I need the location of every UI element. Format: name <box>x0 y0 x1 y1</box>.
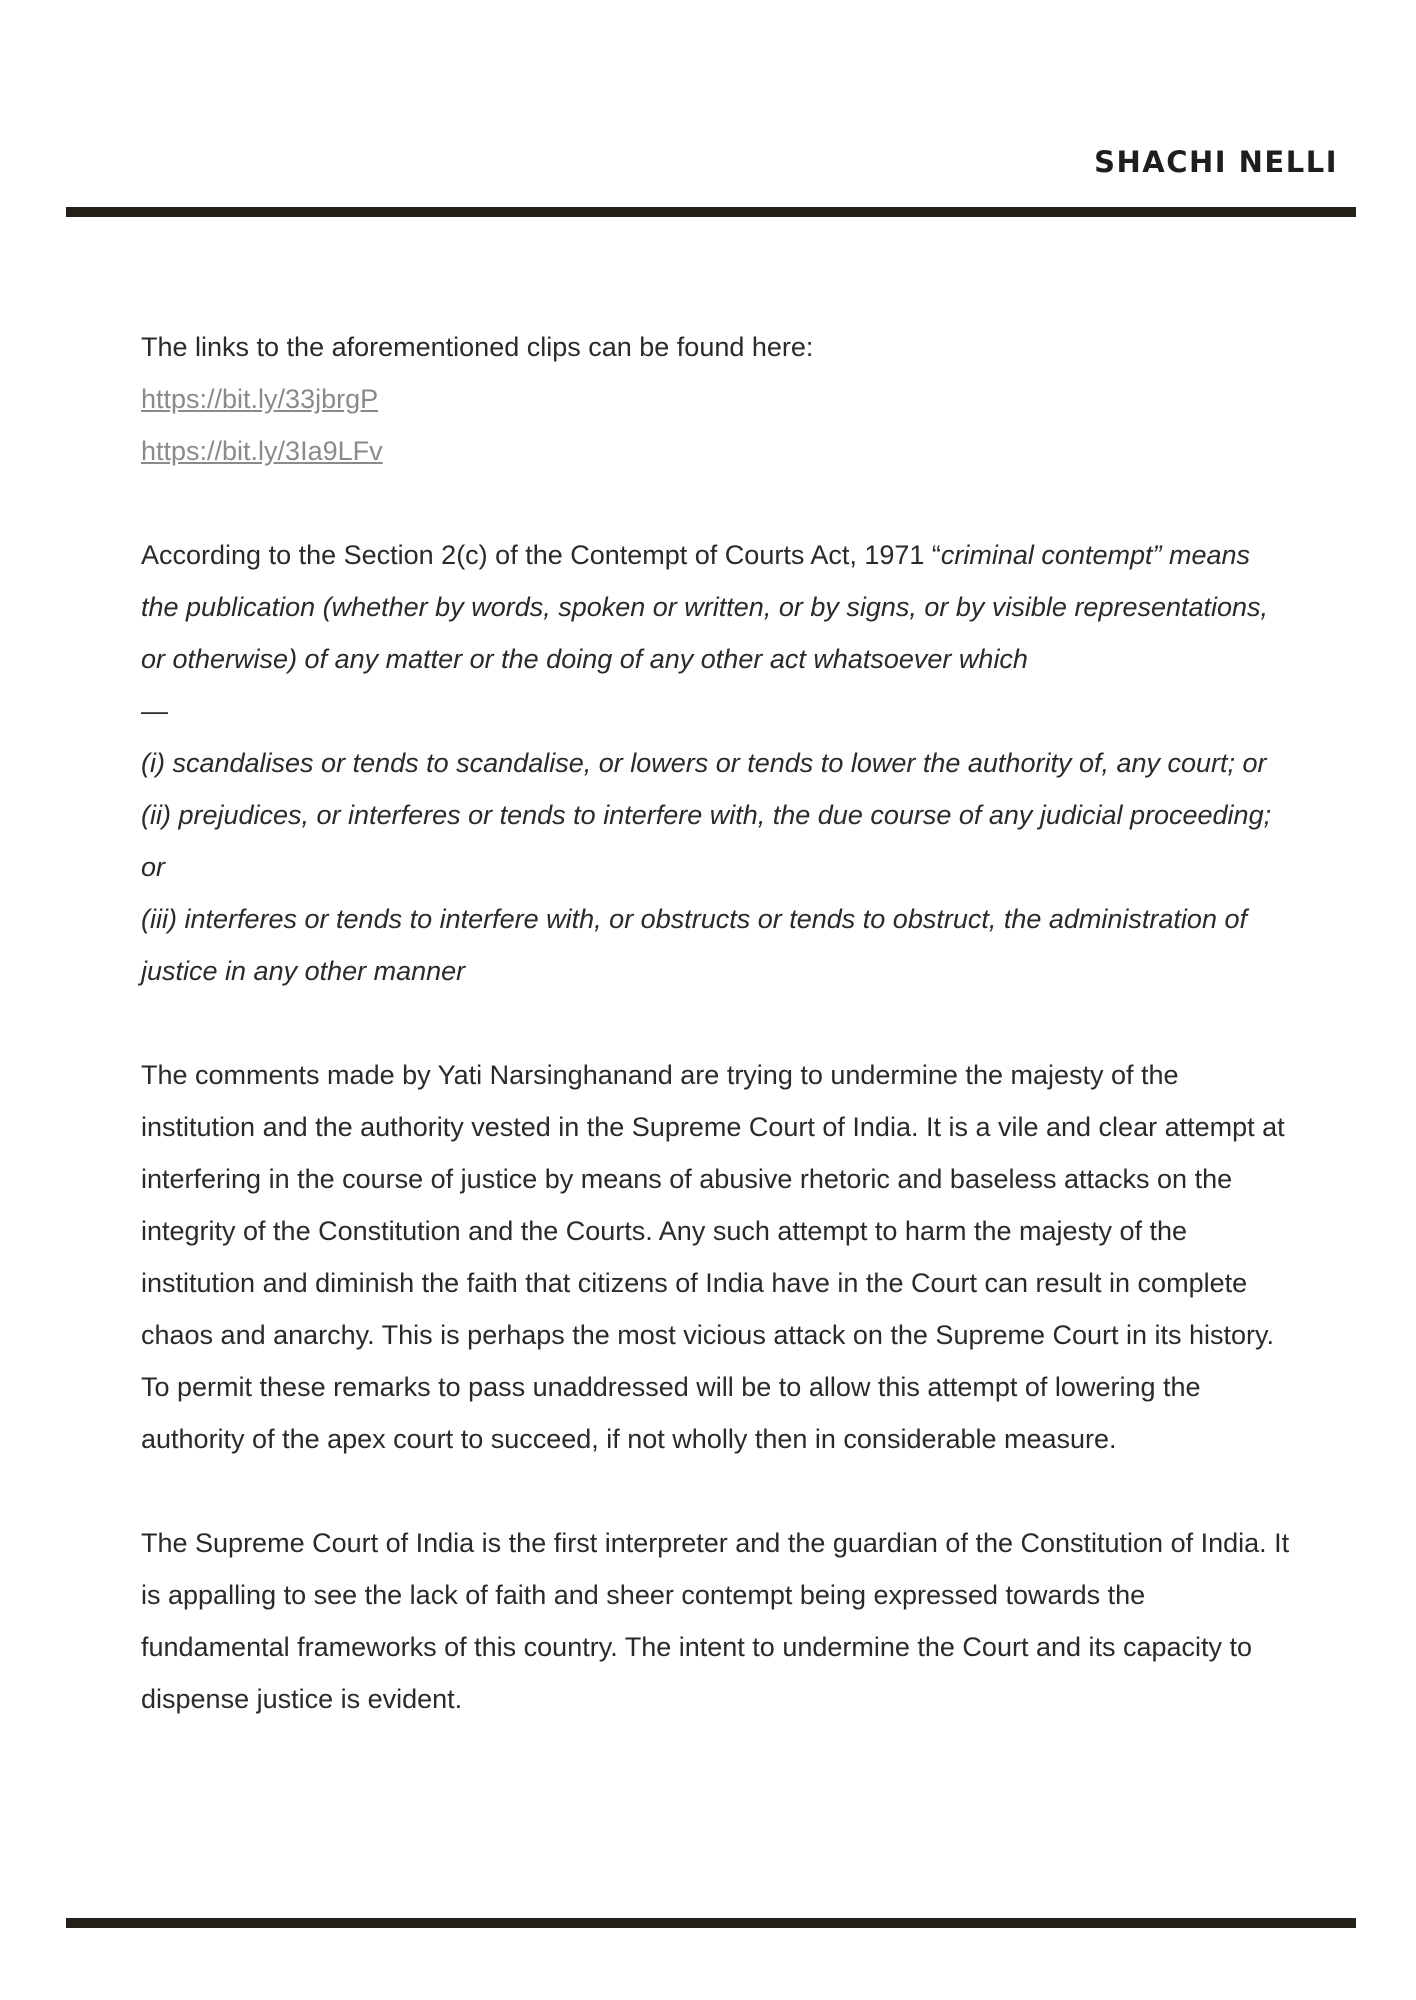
definition-lead: According to the Section 2(c) of the Contempt of Courts Act, 1971 “ <box>141 540 941 570</box>
spacer <box>141 477 1291 529</box>
clip-link-1[interactable]: https://bit.ly/33jbrgP <box>141 384 379 414</box>
constitution-paragraph: The Supreme Court of India is the first interpreter and the guardian of the Constitution of India. It is appalling to see the lack of faith and sheer contempt being expressed towards the fundamental frameworks of this country. The intent to undermine the Court and its capacity to dispense justice is evident. <box>141 1528 1290 1714</box>
commentary-paragraph: The comments made by Yati Narsinghanand are trying to undermine the majesty of the institution and the authority vested in the Supreme Court of India. It is a vile and clear attempt at interfering in the course of justice by means of abusive rhetoric and baseless attacks on the integrity of the Constitution and the Courts. Any such attempt to harm the majesty of the institution and diminish the faith that citizens of India have in the Court can result in complete chaos and anarchy. This is perhaps the most vicious attack on the Supreme Court in its history. To permit these remarks to pass unaddressed will be to allow this attempt of lowering the authority of the apex court to succeed, if not wholly then in considerable measure. <box>141 1060 1285 1454</box>
clause-3: (iii) interferes or tends to interfere with, or obstructs or tends to obstruct, the administration of justice in any other manner <box>141 904 1247 986</box>
definition-dash: — <box>141 696 168 726</box>
links-intro: The links to the aforementioned clips can be found here: <box>141 332 814 362</box>
spacer <box>141 997 1291 1049</box>
definition-paragraph <box>141 529 1291 737</box>
clause-1: (i) scandalises or tends to scandalise, or lowers or tends to lower the authority of, any court; or <box>141 748 1267 778</box>
document-body <box>141 321 1291 1725</box>
definition-quote: criminal contempt” means the publication (whether by words, spoken or written, or by signs, or by visible representations, or otherwise) of any matter or the doing of any other act whatsoever which <box>141 540 1269 674</box>
author-name: SHACHI NELLI <box>1094 145 1338 179</box>
spacer <box>141 1465 1291 1517</box>
header-divider <box>66 207 1356 217</box>
footer-divider <box>66 1918 1356 1928</box>
clause-2: (ii) prejudices, or interferes or tends to interfere with, the due course of any judicial proceeding; or <box>141 800 1272 882</box>
clip-link-2[interactable]: https://bit.ly/3Ia9LFv <box>141 436 383 466</box>
